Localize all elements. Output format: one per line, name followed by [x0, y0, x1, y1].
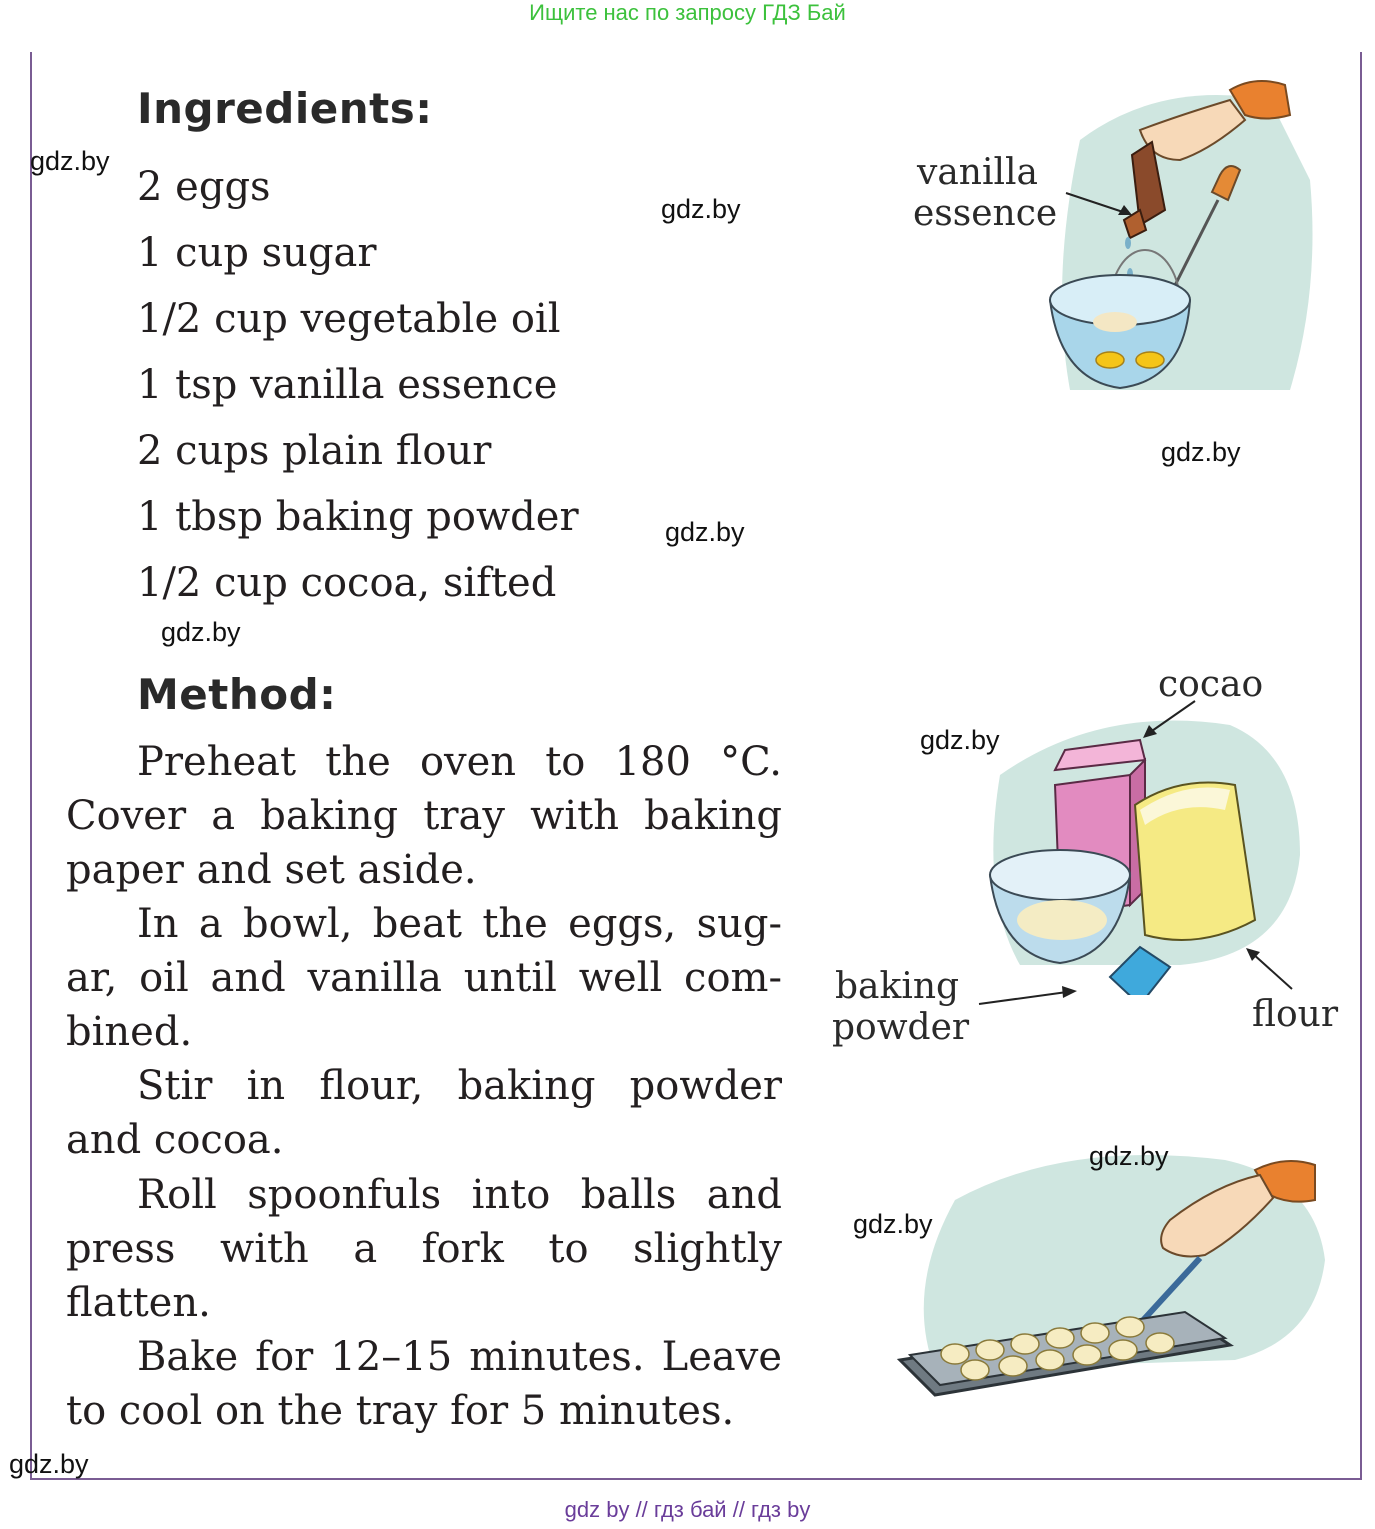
watermark: gdz.by	[161, 617, 241, 647]
method-line: bined.	[66, 1009, 193, 1055]
watermark: gdz.by	[665, 517, 745, 547]
method-line: Roll spoonfuls into balls and	[137, 1172, 782, 1218]
ingredient-item: 1 tsp vanilla essence	[137, 362, 558, 408]
method-line: Stir in flour, baking powder	[137, 1063, 782, 1109]
method-line: flatten.	[66, 1280, 211, 1326]
watermark: gdz.by	[9, 1449, 89, 1479]
ingredient-item: 1 cup sugar	[137, 230, 377, 276]
label-powder: powder	[832, 1007, 970, 1048]
method-line: and cocoa.	[66, 1117, 284, 1163]
top-banner[interactable]: Ищите нас по запросу ГДЗ Бай	[529, 0, 846, 25]
method-line: Cover a baking tray with baking	[66, 793, 782, 839]
arrow-icon	[975, 982, 1085, 1012]
arrow-icon	[1060, 185, 1140, 225]
vanilla-bowl-illustration	[1040, 60, 1340, 400]
method-line: to cool on the tray for 5 minutes.	[66, 1388, 735, 1434]
label-flour: flour	[1252, 994, 1339, 1035]
watermark: gdz.by	[30, 146, 110, 176]
watermark: gdz.by	[661, 194, 741, 224]
watermark: gdz.by	[1161, 437, 1241, 467]
watermark: gdz.by	[853, 1209, 933, 1239]
label-cocao: cocao	[1158, 664, 1264, 705]
arrow-icon	[1240, 945, 1300, 995]
watermark: gdz.by	[1089, 1141, 1169, 1171]
ingredient-item: 1 tbsp baking powder	[137, 494, 579, 540]
footer-links[interactable]: gdz by // гдз бай // гдз by	[564, 1497, 811, 1522]
method-line: Preheat the oven to 180 °C.	[137, 739, 782, 785]
ingredient-item: 2 eggs	[137, 164, 271, 210]
ingredient-item: 1/2 cup cocoa, sifted	[137, 560, 557, 606]
method-heading: Method:	[137, 670, 337, 719]
label-baking: baking	[835, 966, 960, 1007]
label-essence: essence	[913, 193, 1058, 234]
label-vanilla: vanilla	[917, 152, 1038, 193]
method-line: In a bowl, beat the eggs, sug-	[137, 901, 782, 947]
method-line: press with a fork to slightly	[66, 1226, 782, 1272]
ingredient-item: 2 cups plain flour	[137, 428, 492, 474]
method-line: ar, oil and vanilla until well com-	[66, 955, 782, 1001]
watermark: gdz.by	[920, 725, 1000, 755]
ingredient-item: 1/2 cup vegetable oil	[137, 296, 561, 342]
baking-tray-illustration	[895, 1140, 1335, 1420]
arrow-icon	[1135, 695, 1205, 745]
method-line: paper and set aside.	[66, 847, 477, 893]
ingredients-heading: Ingredients:	[137, 84, 433, 133]
method-line: Bake for 12–15 minutes. Leave	[137, 1334, 782, 1380]
